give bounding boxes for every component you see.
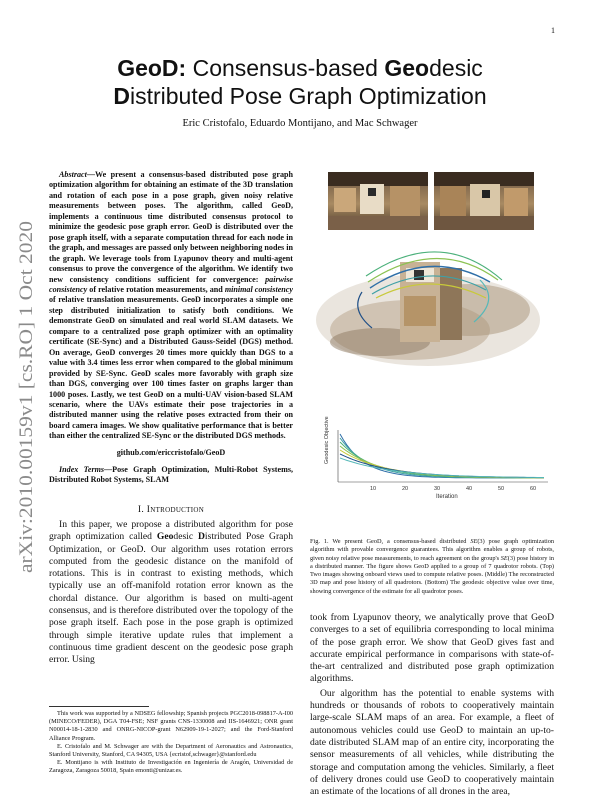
intro-paragraph: In this paper, we propose a distributed algorithm for pose graph optimization called Geodesic Distributed Pose Graph Optimization, or GeoD. Our algorithm uses rotation errors computed from the geodesic distance on the manifold of rotations. This is in contrast to existing methods, which typically use an off-manifold rotation error known as the chordal distance. Our algorithm is based on multi-agent consensus, and is therefore distributed over the topology of the pose graph itself. Each pose in the pose graph is optimized through simple iterative update rules that implement a continuous time gradient descent on the geodesic pose graph error. Using — [49, 519, 293, 666]
onboard-image-right — [434, 172, 534, 230]
convergence-line — [340, 442, 544, 478]
figure-caption: Fig. 1. We present GeoD, a consensus-based distributed SE(3) pose graph optimization algorithm with provable convergence guarantees. This algorithm enables a group of robots, given noisy relative pose measurements, to reach agreement on the group's SE(3) pose history in a distributed manner. The figure shows GeoD applied to a group of 7 quadrotor robots. (Top) Two images showing onboard views used to compute relative poses. (Middle) The reconstructed 3D map and pose history of all quadrotors. (Bottom) The geodesic objective value over time, showing convergence of the estimate for all quadrotor poses. — [310, 538, 555, 595]
plot-tick-label: 60 — [530, 486, 537, 492]
plot-xlabel: Iteration — [436, 494, 458, 500]
arxiv-stamp-text: arXiv:2010.00159v1 [cs.RO] 1 Oct 2020 — [16, 261, 37, 573]
page-number: 1 — [551, 26, 555, 35]
footnote-rule — [49, 706, 149, 707]
authors: Eric Cristofalo, Eduardo Montijano, and Mac Schwager — [182, 118, 418, 129]
plot-tick-label: 30 — [434, 486, 441, 492]
plot-ylabel: Geodesic Objective — [324, 416, 330, 464]
footnote-funding: This work was supported by a NDSEG fellowship; Spanish projects PGC2018-098817-A-I00 (MINECO/FEDER), DGA T04-FSE; NSF grants CNS-1330008 and IIS-1646921; ONR grant N00014-18-1-2830 and ONRG-NICOP-grant N62909-19-1-2027; and the Ford-Stanford Alliance Program. — [49, 710, 293, 742]
footnote-affil-2: E. Montijano is with Instituto de Investigación en Ingeniería de Aragón, Universidad de Zaragoza, Zaragoza 50018, Spain emonti@unizar.es. — [49, 759, 293, 775]
convergence-line — [340, 446, 544, 478]
footnotes — [49, 710, 293, 776]
reconstruction-map — [316, 252, 540, 366]
abstract-label: Abstract — [59, 170, 87, 179]
col2-paragraph-2: Our algorithm has the potential to enable systems with hundreds or thousands of robots to cooperatively maintain large-scale SLAM maps of an area. For example, a fleet of autonomous vehicles could use GeoD to maintain an up-to-date distributed SLAM map of an entire city, incorporating the sensor measurements of all vehicles, while distributing the storage and computation among the vehicles. Similarly, a fleet of delivery drones could use GeoD to cooperatively maintain an estimate of the locations of all drones in the area, — [310, 687, 554, 798]
onboard-image-left — [328, 172, 428, 230]
section-heading: I. Introduction — [137, 505, 205, 515]
convergence-line — [340, 450, 544, 478]
plot-tick-label: 20 — [402, 486, 409, 492]
plot-tick-label: 10 — [370, 486, 377, 492]
index-terms: Index Terms—Pose Graph Optimization, Multi-Robot Systems, Distributed Robot Systems, SLAM — [49, 465, 294, 485]
plot-tick-label: 50 — [498, 486, 505, 492]
col2-paragraph-1: took from Lyapunov theory, we analytically prove that GeoD converges to a set of equilibria corresponding to local minima of the pose graph error. We show that GeoD gives fast and accurate empirical performance in comparisons with state-of-the-art centralized and distributed pose graph optimization algorithms. — [310, 612, 554, 685]
footnote-affil-1: E. Cristofalo and M. Schwager are with the Department of Aeronautics and Astronautics, Stanford University, Stanford, CA 94305, USA {ecristof,schwager}@stanford.edu — [49, 742, 293, 759]
figure-1 — [310, 170, 554, 550]
abstract: Abstract—We present a consensus-based distributed pose graph optimization algorithm for obtaining an estimate of the 3D translation and rotation of each pose in a pose graph, given noisy relative measurements between poses. The algorithm, called GeoD, implements a continuous time distributed consensus protocol to minimize the geodesic pose graph error. GeoD is distributed over the pose graph itself, with a separate computation thread for each node in the graph, and messages are passed only between neighboring nodes in the graph. We leverage tools from Lyapunov theory and multi-agent consensus to prove the convergence of the algorithm. We identify two new consistency conditions sufficient for convergence: pairwise consistency of relative rotation measurements, and minimal consistency of relative translation measurements. GeoD incorporates a simple one step distributed initialization to satisfy both conditions. We demonstrate GeoD on simulated and real world SLAM datasets. We compare to a centralized pose graph optimizer with an optimality certificate (SE-Sync) and a Distributed Gauss-Seidel (DGS) method. On average, GeoD converges 20 times more quickly than DGS to a value with 3.4 times less error when compared to the global minimum provided by SE-Sync. GeoD scales more favorably with graph size than DGS, converging over 100 times faster on graphs larger than 1000 poses. Lastly, we test GeoD on a multi-UAV vision-based SLAM scenario, where the UAVs estimate their pose trajectories in a distributed manner using the relative poses extracted from their on board camera images. We show qualitative performance that is better than either the centralized SE-Sync or the distributed DGS methods. — [49, 170, 293, 441]
col2-body — [310, 612, 554, 798]
plot-tick-label: 40 — [466, 486, 473, 492]
convergence-line — [340, 434, 544, 478]
convergence-line — [340, 438, 544, 478]
github-link[interactable]: github.com/ericcristofalo/GeoD — [116, 448, 226, 457]
convergence-plot — [324, 416, 548, 500]
arxiv-stamp — [10, 215, 40, 575]
convergence-line — [340, 458, 544, 478]
paper-title: GeoD: Consensus-based Geodesic Distributed Pose Graph Optimization — [113, 55, 487, 109]
